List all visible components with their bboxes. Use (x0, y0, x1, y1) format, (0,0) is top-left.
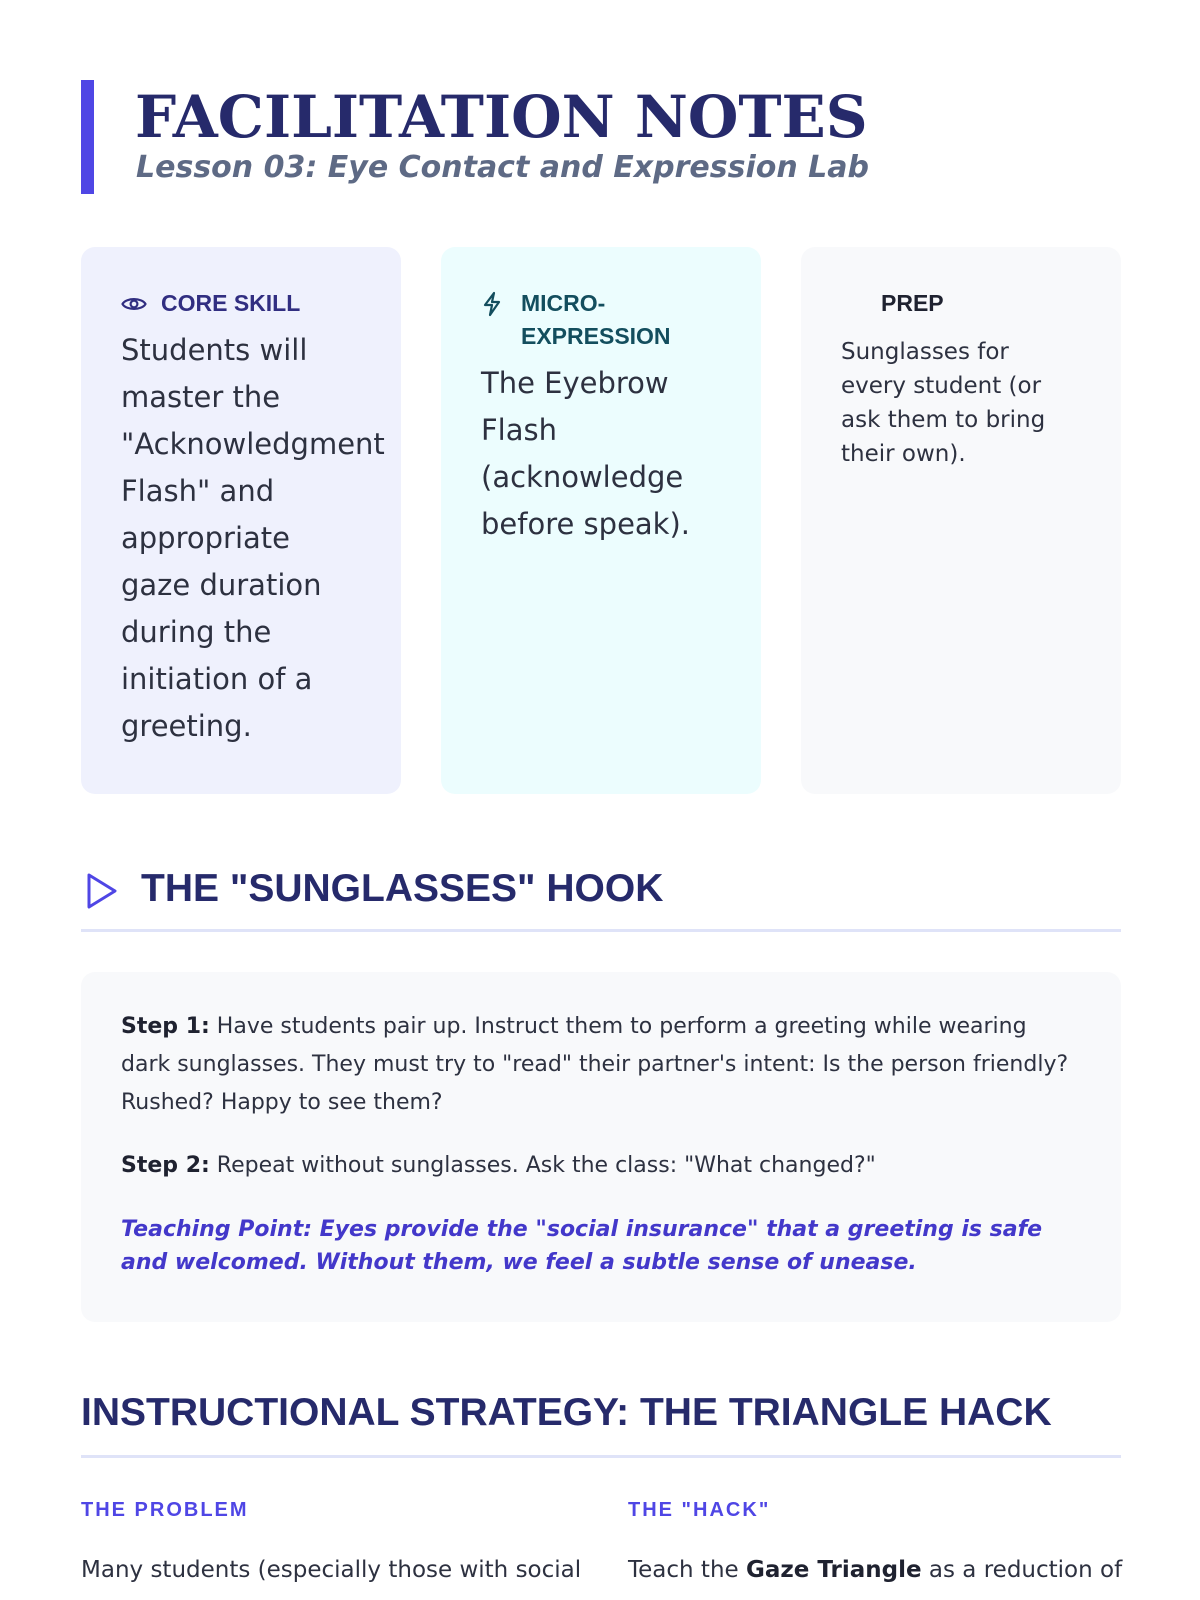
eye-icon (121, 287, 147, 320)
micro-expression-label-row (481, 287, 721, 353)
problem-column (81, 1498, 581, 1588)
prep-card (801, 247, 1121, 794)
page-title: FACILITATION NOTES (135, 83, 868, 151)
play-icon (85, 872, 119, 910)
hook-box (81, 972, 1121, 1322)
micro-expression-label: MICRO-EXPRESSION (521, 290, 671, 349)
micro-expression-card (441, 247, 761, 794)
hook-section-heading (81, 862, 1121, 932)
step-1 (121, 1008, 1081, 1122)
prep-label: PREP (881, 290, 944, 316)
accent-bar (81, 80, 94, 194)
hack-text (628, 1552, 1128, 1588)
micro-expression-text: The Eyebrow Flash (acknowledge before speak). (481, 366, 691, 541)
page-header (81, 80, 1121, 194)
hook-title: THE "SUNGLASSES" HOOK (141, 867, 664, 910)
problem-text: Many students (especially those with social (81, 1557, 582, 1583)
step-2-label: Step 2: (121, 1153, 210, 1178)
step-2-text: Repeat without sunglasses. Ask the class: "What changed?" (209, 1153, 876, 1178)
teaching-point: Teaching Point: Eyes provide the "social insurance" that a greeting is safe and welcomed. Without them, we feel a subtle sense of unease. (121, 1217, 1043, 1275)
core-skill-text: Students will master the "Acknowledgment Flash" and appropriate gaze duration during the initiation of a greeting. (121, 333, 385, 743)
core-skill-label: CORE SKILL (161, 290, 301, 316)
prep-label-row (841, 287, 1081, 320)
hack-text-pre: Teach the (628, 1557, 746, 1583)
gaze-triangle-term: Gaze Triangle (745, 1557, 922, 1583)
hack-label: THE "HACK" (628, 1499, 771, 1521)
core-skill-card (81, 247, 401, 794)
step-1-label: Step 1: (121, 1014, 210, 1039)
core-skill-label-row (121, 287, 361, 320)
strategy-title: INSTRUCTIONAL STRATEGY: THE TRIANGLE HACK (81, 1391, 1052, 1434)
page-subtitle: Lesson 03: Eye Contact and Expression Lab (136, 150, 869, 185)
hack-column (628, 1498, 1128, 1588)
prep-text: Sunglasses for every student (or ask them to bring their own). (841, 339, 1046, 467)
lightning-icon (481, 287, 507, 320)
step-2 (121, 1147, 1081, 1185)
hack-text-post: as a reduction of (921, 1557, 1123, 1583)
strategy-section-heading (81, 1388, 1121, 1458)
step-1-text: Have students pair up. Instruct them to perform a greeting while wearing dark sunglasses. They must try to "read" their partner's intent: Is the person friendly? Rushed? Happy to see them? (121, 1014, 1069, 1115)
problem-label: THE PROBLEM (81, 1499, 249, 1521)
